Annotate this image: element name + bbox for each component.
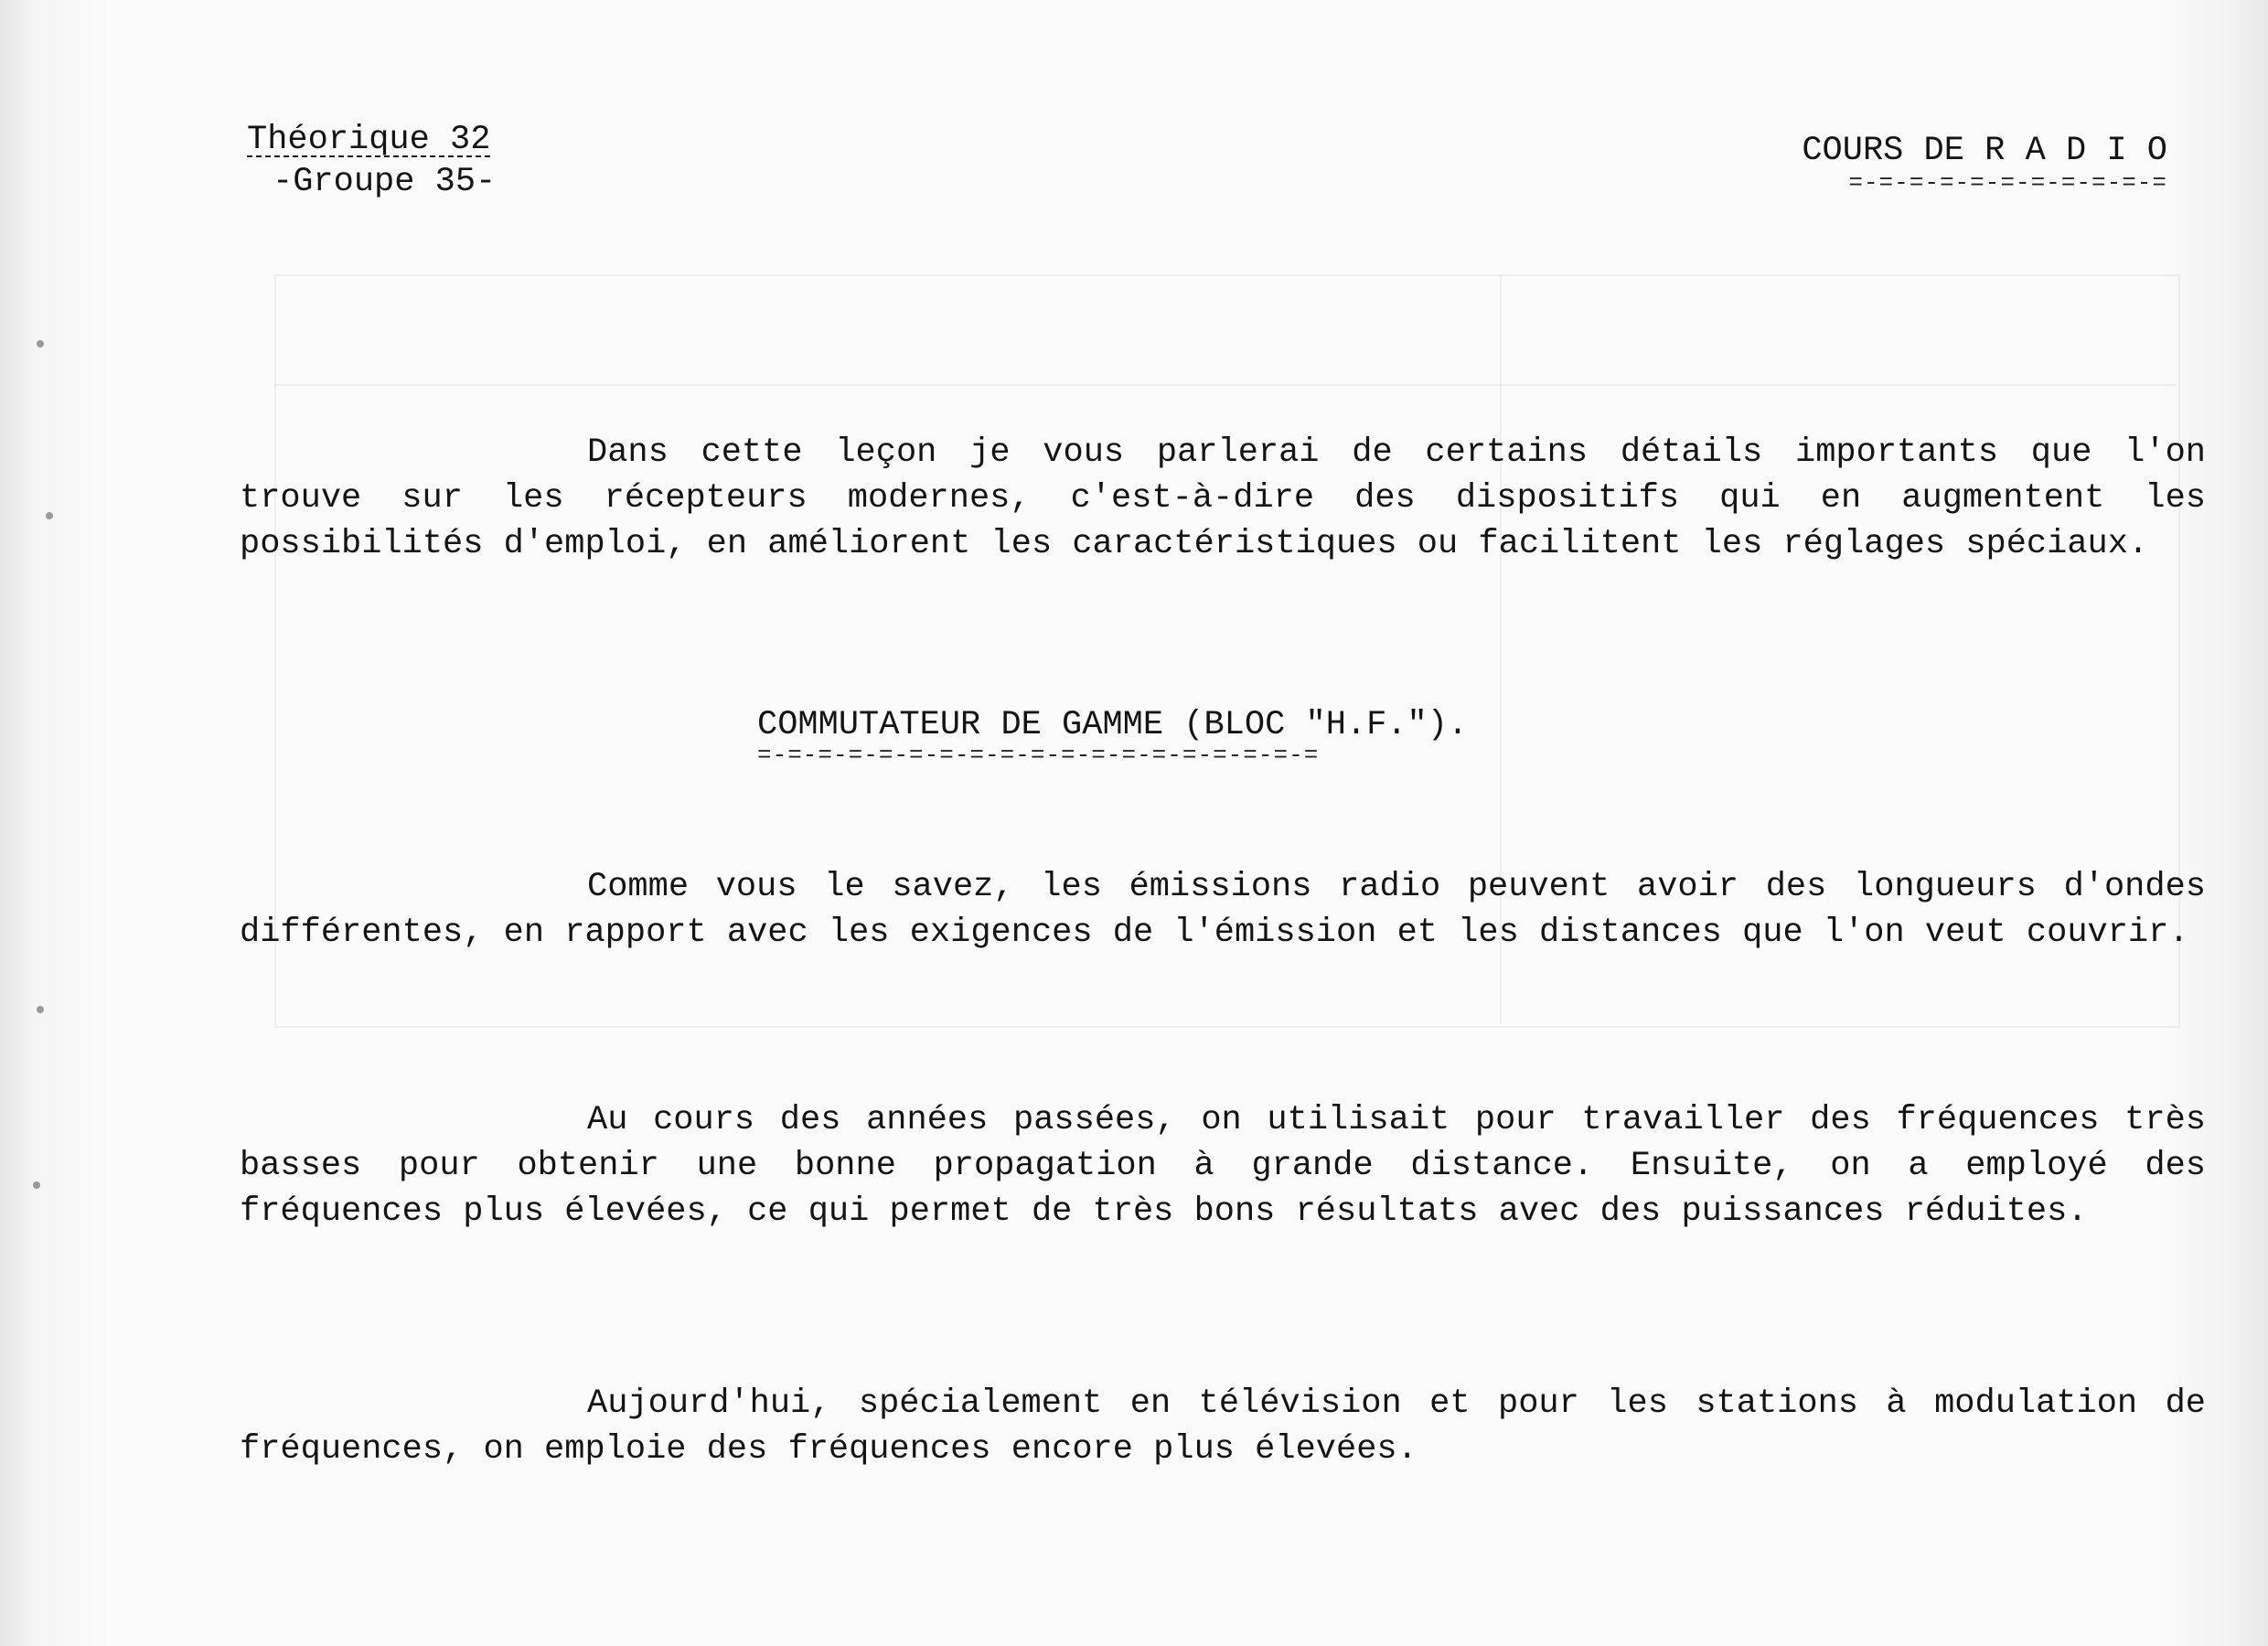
- binder-hole-mark: [37, 340, 44, 347]
- course-title: COURS DE R A D I O: [1802, 132, 2167, 170]
- section-heading: [757, 704, 1469, 769]
- course-number: Théorique 32: [247, 121, 491, 159]
- course-heading: [1802, 130, 2167, 197]
- paragraph-text: Aujourd'hui, spécialement en télévision et pour les stations à modulation de fréquences, on emploie des fréquences encore plus élevées.: [240, 1384, 2206, 1469]
- binder-hole-mark: [33, 1181, 40, 1189]
- section-title: COMMUTATEUR DE GAMME (BLOC "H.F.").: [757, 706, 1469, 744]
- paragraph-today: [240, 1381, 2206, 1472]
- paragraph-history: [240, 1097, 2206, 1234]
- paragraph-wavelengths: [240, 864, 2206, 956]
- group-label: -Groupe 35-: [273, 163, 497, 201]
- paragraph-text: Au cours des années passées, on utilisait pour travailler des fréquences très basses pour obtenir une bonne propagation à grande distance. Ensuite, on a employé des fréquences plus élevées, ce qui permet de très bons résultats avec des puissances réduites.: [240, 1101, 2206, 1231]
- paragraph-text: Dans cette leçon je vous parlerai de certains détails importants que l'on trouve sur les récepteurs modernes, c'est-à-dire des dispositifs qui en augmentent les possibilités d'emploi, en améliorent les caractéristiques ou facilitent les réglages spéciaux.: [240, 433, 2206, 563]
- binder-hole-mark: [37, 1006, 44, 1013]
- paragraph-text: Comme vous le savez, les émissions radio peuvent avoir des longueurs d'ondes différentes, en rapport avec les exigences de l'émission et les distances que l'on veut couvrir.: [240, 868, 2206, 952]
- title-underline-rule: =-=-=-=-=-=-=-=-=-=-=: [1848, 169, 2167, 197]
- binder-hole-mark: [46, 512, 53, 519]
- show-through-line: [274, 384, 2177, 386]
- lesson-reference: [247, 119, 496, 203]
- paragraph-intro: [240, 430, 2206, 567]
- section-underline-rule: =-=-=-=-=-=-=-=-=-=-=-=-=-=-=-=-=-=-=: [757, 742, 1320, 769]
